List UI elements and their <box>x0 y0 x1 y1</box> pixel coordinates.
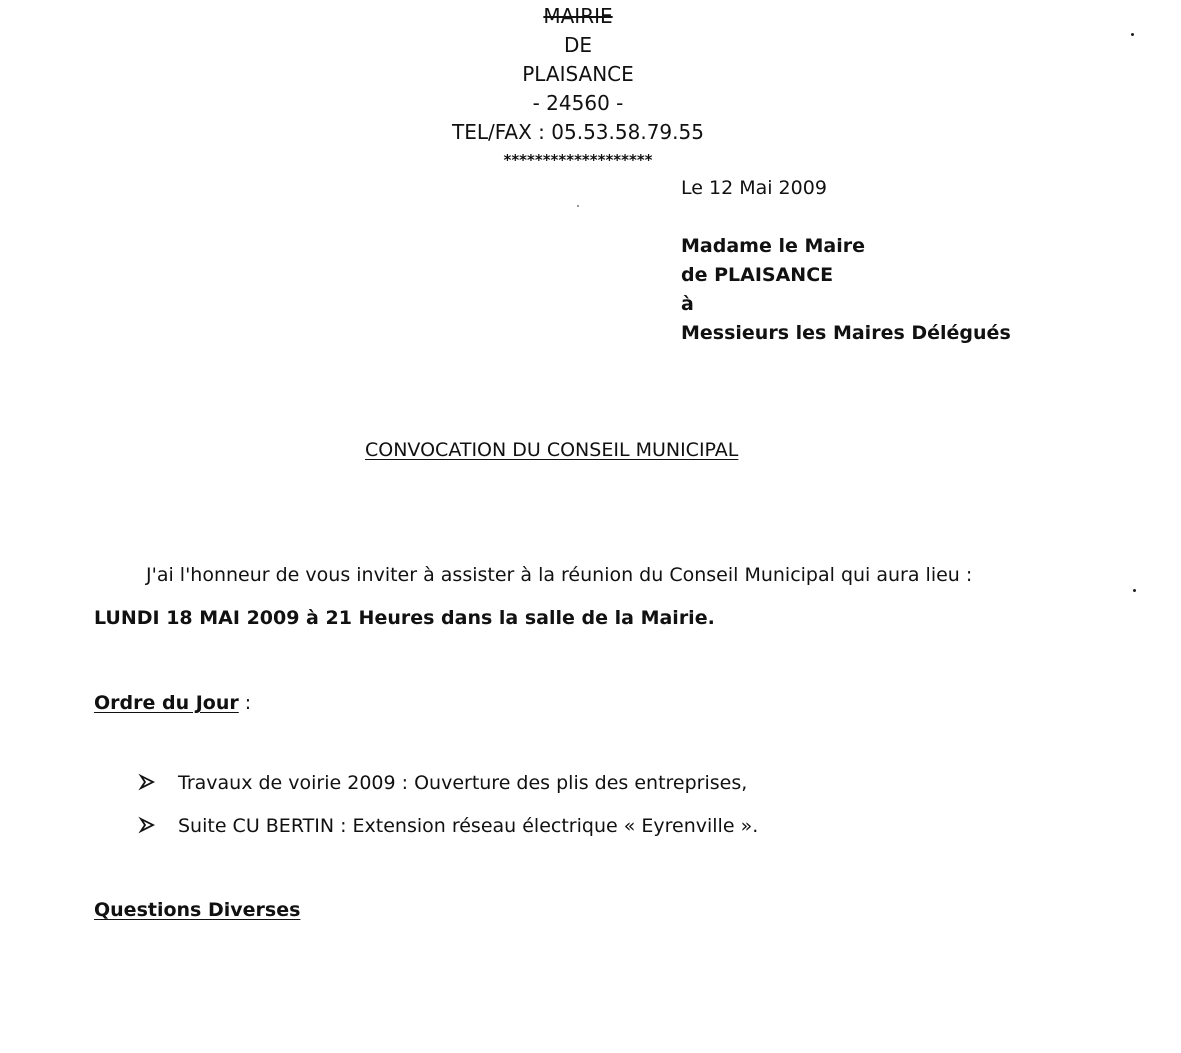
meeting-details: LUNDI 18 MAI 2009 à 21 Heures dans la salle de la Mairie. <box>94 607 715 629</box>
questions-heading-text: Questions Diverses <box>94 899 301 921</box>
letterhead-phone: TEL/FAX : 05.53.58.79.55 <box>452 120 704 144</box>
agenda-heading <box>94 692 251 714</box>
questions-heading <box>94 899 300 921</box>
arrow-bullet-icon <box>138 773 160 796</box>
letterhead-separator: ******************* <box>503 151 653 169</box>
arrow-bullet-icon <box>138 816 160 839</box>
letterhead-mairie <box>0 4 1156 28</box>
letterhead-postcode: - 24560 - <box>532 91 624 115</box>
letterhead-de: DE <box>563 33 593 57</box>
scan-speck <box>1131 33 1134 36</box>
agenda-item <box>138 772 747 796</box>
document-title: CONVOCATION DU CONSEIL MUNICIPAL <box>365 439 739 461</box>
scan-speck <box>577 205 579 207</box>
agenda-heading-suffix: : <box>238 692 252 714</box>
recipient-line-2: de PLAISANCE <box>681 264 834 286</box>
recipient-line-3: à <box>681 293 694 315</box>
agenda-item <box>138 815 758 839</box>
letterhead-town: PLAISANCE <box>522 62 634 86</box>
recipient-line-4: Messieurs les Maires Délégués <box>681 322 1011 344</box>
recipient-line-1: Madame le Maire <box>681 235 865 257</box>
agenda-item-text: Suite CU BERTIN : Extension réseau électrique « Eyrenville ». <box>178 815 759 837</box>
intro-paragraph: J'ai l'honneur de vous inviter à assister à la réunion du Conseil Municipal qui aura lieu : <box>146 564 973 586</box>
agenda-item-text: Travaux de voirie 2009 : Ouverture des plis des entreprises, <box>178 772 748 794</box>
letter-date: Le 12 Mai 2009 <box>681 177 827 199</box>
agenda-heading-text: Ordre du Jour <box>94 692 239 714</box>
letterhead-mairie-text: MAIRIE <box>543 4 613 28</box>
scan-speck <box>1133 589 1136 592</box>
